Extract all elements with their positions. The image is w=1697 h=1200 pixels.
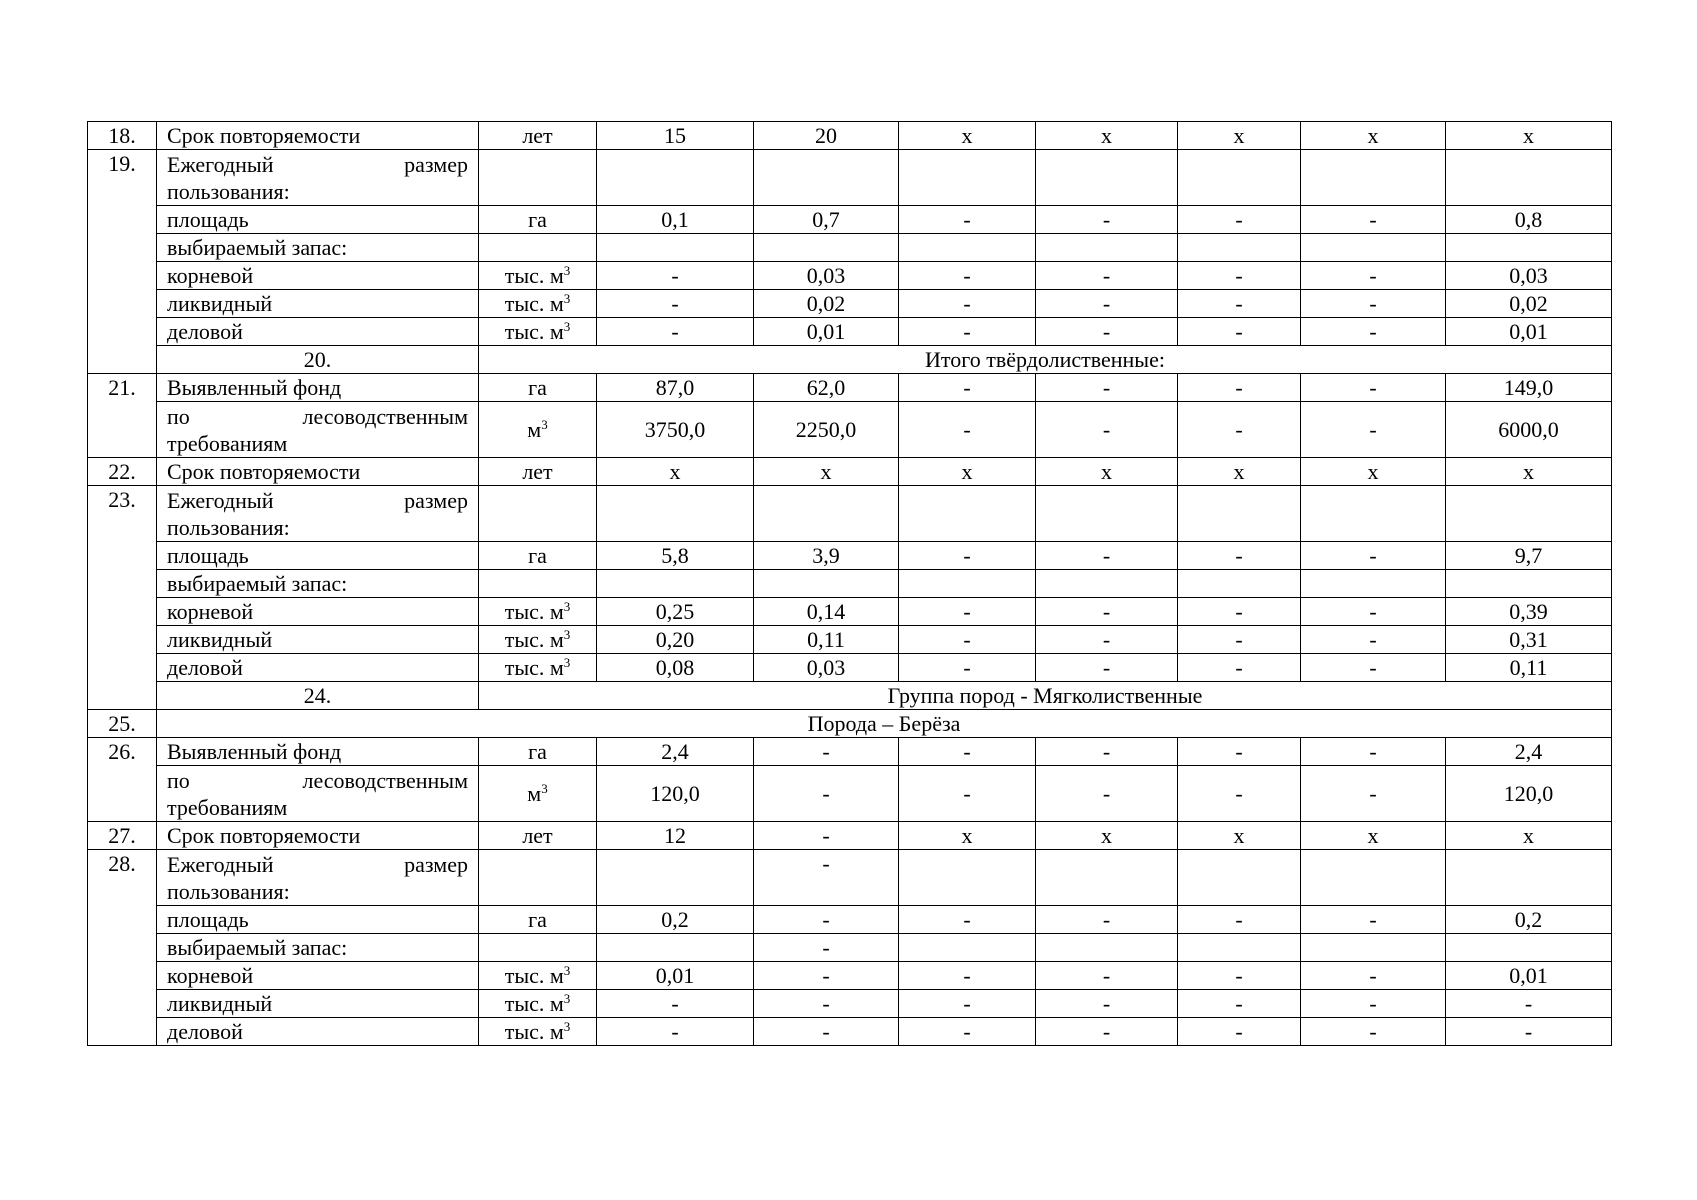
- value-cell: 0,02: [1446, 290, 1612, 318]
- unit-text: тыс. м: [504, 1019, 564, 1044]
- value-cell: 0,14: [754, 598, 899, 626]
- row-label: по лесоводственным требованиям: [157, 402, 479, 458]
- row-number: 19.: [88, 150, 157, 374]
- value-cell: -: [1178, 738, 1301, 766]
- table-row: [88, 570, 1612, 598]
- value-cell: 3,9: [754, 542, 899, 570]
- row-label: площадь: [157, 206, 479, 234]
- value-cell: [597, 934, 754, 962]
- value-cell: [1036, 934, 1178, 962]
- value-cell: -: [1178, 962, 1301, 990]
- unit-cell: [479, 1018, 597, 1046]
- value-cell: -: [1301, 206, 1446, 234]
- value-cell: [1036, 234, 1178, 262]
- value-cell: -: [899, 654, 1036, 682]
- unit-text: тыс. м: [504, 991, 564, 1016]
- value-cell: -: [597, 990, 754, 1018]
- value-cell: [899, 850, 1036, 906]
- unit-cell: [479, 290, 597, 318]
- value-cell: -: [754, 906, 899, 934]
- value-cell: [754, 234, 899, 262]
- value-cell: -: [754, 850, 899, 906]
- value-cell: [1301, 934, 1446, 962]
- row-label: деловой: [157, 654, 479, 682]
- unit-exponent: 3: [563, 291, 571, 306]
- value-cell: 0,8: [1446, 206, 1612, 234]
- table-row: [88, 346, 1612, 374]
- unit-cell: лет: [479, 822, 597, 850]
- value-cell: -: [1178, 654, 1301, 682]
- value-cell: [597, 150, 754, 206]
- value-cell: -: [1301, 1018, 1446, 1046]
- value-cell: х: [1446, 122, 1612, 150]
- value-cell: 0,11: [1446, 654, 1612, 682]
- value-cell: -: [1301, 290, 1446, 318]
- unit-cell: лет: [479, 458, 597, 486]
- value-cell: [899, 570, 1036, 598]
- unit-cell: [479, 570, 597, 598]
- table-row: [88, 850, 1612, 906]
- value-cell: 0,01: [754, 318, 899, 346]
- value-cell: х: [597, 458, 754, 486]
- value-cell: -: [1301, 962, 1446, 990]
- value-cell: -: [1178, 374, 1301, 402]
- unit-exponent: 3: [563, 263, 571, 278]
- row-label: корневой: [157, 598, 479, 626]
- row-label: корневой: [157, 262, 479, 290]
- unit-cell: [479, 934, 597, 962]
- unit-cell: [479, 990, 597, 1018]
- value-cell: 62,0: [754, 374, 899, 402]
- value-cell: 0,03: [1446, 262, 1612, 290]
- value-cell: 0,01: [1446, 962, 1612, 990]
- value-cell: -: [1036, 598, 1178, 626]
- value-cell: -: [899, 262, 1036, 290]
- unit-cell: лет: [479, 122, 597, 150]
- value-cell: -: [1036, 906, 1178, 934]
- value-cell: -: [1301, 906, 1446, 934]
- value-cell: х: [1178, 122, 1301, 150]
- value-cell: -: [1301, 654, 1446, 682]
- value-cell: 5,8: [597, 542, 754, 570]
- value-cell: 0,25: [597, 598, 754, 626]
- unit-exponent: 3: [541, 417, 548, 432]
- row-number: 27.: [88, 822, 157, 850]
- value-cell: [1301, 570, 1446, 598]
- value-cell: -: [1446, 990, 1612, 1018]
- row-label: выбираемый запас:: [157, 234, 479, 262]
- value-cell: -: [1178, 598, 1301, 626]
- row-label: Выявленный фонд: [157, 374, 479, 402]
- value-cell: х: [1446, 458, 1612, 486]
- value-cell: -: [899, 542, 1036, 570]
- row-label: площадь: [157, 542, 479, 570]
- value-cell: -: [1036, 542, 1178, 570]
- value-cell: -: [899, 990, 1036, 1018]
- value-cell: -: [899, 290, 1036, 318]
- value-cell: х: [754, 458, 899, 486]
- unit-text: м: [527, 417, 542, 442]
- value-cell: -: [1178, 206, 1301, 234]
- row-label: Ежегодный размер пользования:: [157, 150, 479, 206]
- value-cell: -: [899, 962, 1036, 990]
- table-row: [88, 598, 1612, 626]
- value-cell: -: [597, 290, 754, 318]
- unit-exponent: 3: [563, 319, 571, 334]
- value-cell: х: [1036, 458, 1178, 486]
- value-cell: -: [899, 598, 1036, 626]
- value-cell: -: [597, 1018, 754, 1046]
- table-row: [88, 486, 1612, 542]
- value-cell: -: [1036, 738, 1178, 766]
- value-cell: 87,0: [597, 374, 754, 402]
- value-cell: [1446, 570, 1612, 598]
- value-cell: -: [1036, 262, 1178, 290]
- value-cell: 0,7: [754, 206, 899, 234]
- row-number: 23.: [88, 486, 157, 710]
- row-label: выбираемый запас:: [157, 934, 479, 962]
- value-cell: -: [1036, 626, 1178, 654]
- value-cell: -: [1036, 374, 1178, 402]
- table-row: [88, 290, 1612, 318]
- value-cell: [597, 234, 754, 262]
- value-cell: -: [1036, 766, 1178, 822]
- table-row: [88, 934, 1612, 962]
- value-cell: 0,20: [597, 626, 754, 654]
- value-cell: -: [1178, 1018, 1301, 1046]
- unit-exponent: 3: [563, 655, 571, 670]
- value-cell: 0,39: [1446, 598, 1612, 626]
- value-cell: [1301, 850, 1446, 906]
- unit-cell: [479, 486, 597, 542]
- value-cell: -: [899, 766, 1036, 822]
- table-row: [88, 710, 1612, 738]
- unit-cell: [479, 598, 597, 626]
- value-cell: 0,11: [754, 626, 899, 654]
- value-cell: -: [1178, 906, 1301, 934]
- value-cell: х: [1178, 822, 1301, 850]
- value-cell: -: [1178, 402, 1301, 458]
- value-cell: х: [899, 458, 1036, 486]
- table-row: [88, 206, 1612, 234]
- value-cell: -: [597, 262, 754, 290]
- row-label: Выявленный фонд: [157, 738, 479, 766]
- value-cell: -: [1301, 318, 1446, 346]
- value-cell: 0,1: [597, 206, 754, 234]
- value-cell: -: [1178, 318, 1301, 346]
- value-cell: -: [1036, 962, 1178, 990]
- value-cell: [1446, 234, 1612, 262]
- value-cell: 0,08: [597, 654, 754, 682]
- row-number: 22.: [88, 458, 157, 486]
- value-cell: 0,2: [1446, 906, 1612, 934]
- value-cell: -: [1178, 990, 1301, 1018]
- unit-cell: [479, 234, 597, 262]
- forest-use-table: [87, 121, 1612, 1046]
- value-cell: -: [1301, 402, 1446, 458]
- value-cell: -: [1301, 990, 1446, 1018]
- value-cell: -: [754, 766, 899, 822]
- value-cell: -: [1178, 262, 1301, 290]
- unit-cell: [479, 850, 597, 906]
- table-row: [88, 1018, 1612, 1046]
- value-cell: [1446, 850, 1612, 906]
- value-cell: -: [1446, 1018, 1612, 1046]
- value-cell: -: [1301, 262, 1446, 290]
- unit-cell: га: [479, 906, 597, 934]
- value-cell: 0,03: [754, 262, 899, 290]
- row-label: Срок повторяемости: [157, 822, 479, 850]
- unit-text: тыс. м: [504, 291, 564, 316]
- value-cell: -: [1036, 990, 1178, 1018]
- value-cell: -: [754, 962, 899, 990]
- row-number: 28.: [88, 850, 157, 1046]
- value-cell: 20: [754, 122, 899, 150]
- table-row: [88, 990, 1612, 1018]
- unit-cell: га: [479, 374, 597, 402]
- value-cell: [1446, 486, 1612, 542]
- value-cell: [899, 934, 1036, 962]
- table-row: [88, 766, 1612, 822]
- value-cell: х: [1301, 822, 1446, 850]
- value-cell: 2,4: [1446, 738, 1612, 766]
- value-cell: х: [1301, 458, 1446, 486]
- unit-exponent: 3: [563, 963, 571, 978]
- table-row: [88, 402, 1612, 458]
- value-cell: -: [1036, 318, 1178, 346]
- row-label: деловой: [157, 1018, 479, 1046]
- table-row: [88, 234, 1612, 262]
- table-row: [88, 822, 1612, 850]
- table-row: [88, 542, 1612, 570]
- value-cell: 9,7: [1446, 542, 1612, 570]
- value-cell: [1301, 234, 1446, 262]
- unit-cell: [479, 962, 597, 990]
- value-cell: 0,01: [597, 962, 754, 990]
- value-cell: -: [1178, 290, 1301, 318]
- value-cell: х: [1036, 122, 1178, 150]
- value-cell: 0,01: [1446, 318, 1612, 346]
- unit-text: тыс. м: [504, 599, 564, 624]
- value-cell: -: [754, 990, 899, 1018]
- value-cell: 3750,0: [597, 402, 754, 458]
- row-label: ликвидный: [157, 990, 479, 1018]
- table-row: [88, 262, 1612, 290]
- value-cell: [1301, 486, 1446, 542]
- row-label: Ежегодный размер пользования:: [157, 486, 479, 542]
- unit-cell: [479, 654, 597, 682]
- value-cell: -: [899, 318, 1036, 346]
- value-cell: 0,31: [1446, 626, 1612, 654]
- value-cell: х: [1178, 458, 1301, 486]
- value-cell: 0,02: [754, 290, 899, 318]
- value-cell: [597, 850, 754, 906]
- table-row: [88, 122, 1612, 150]
- value-cell: х: [1446, 822, 1612, 850]
- unit-text: тыс. м: [504, 319, 564, 344]
- row-label: ликвидный: [157, 290, 479, 318]
- value-cell: -: [899, 402, 1036, 458]
- row-label: деловой: [157, 318, 479, 346]
- value-cell: [1178, 934, 1301, 962]
- value-cell: [899, 486, 1036, 542]
- value-cell: -: [1301, 542, 1446, 570]
- value-cell: [899, 234, 1036, 262]
- value-cell: 6000,0: [1446, 402, 1612, 458]
- row-label: площадь: [157, 906, 479, 934]
- value-cell: [1178, 570, 1301, 598]
- unit-cell: [479, 262, 597, 290]
- value-cell: [1301, 150, 1446, 206]
- table-row: [88, 962, 1612, 990]
- value-cell: [754, 570, 899, 598]
- table-row: [88, 458, 1612, 486]
- table-row: [88, 654, 1612, 682]
- value-cell: [1036, 850, 1178, 906]
- row-number: 26.: [88, 738, 157, 822]
- section-title: Группа пород - Мягколиственные: [479, 682, 1612, 710]
- unit-exponent: 3: [563, 599, 571, 614]
- unit-text: м: [527, 781, 542, 806]
- value-cell: -: [1036, 290, 1178, 318]
- value-cell: х: [899, 122, 1036, 150]
- table-row: [88, 318, 1612, 346]
- value-cell: -: [1301, 766, 1446, 822]
- value-cell: -: [899, 206, 1036, 234]
- value-cell: 120,0: [1446, 766, 1612, 822]
- unit-exponent: 3: [563, 1019, 571, 1034]
- value-cell: [754, 486, 899, 542]
- value-cell: 2,4: [597, 738, 754, 766]
- value-cell: -: [1301, 626, 1446, 654]
- value-cell: [1036, 570, 1178, 598]
- row-label: по лесоводственным требованиям: [157, 766, 479, 822]
- section-title: Итого твёрдолиственные:: [479, 346, 1612, 374]
- row-number: 20.: [157, 346, 479, 374]
- value-cell: -: [597, 318, 754, 346]
- value-cell: [1178, 486, 1301, 542]
- unit-cell: га: [479, 738, 597, 766]
- value-cell: -: [899, 1018, 1036, 1046]
- value-cell: х: [1301, 122, 1446, 150]
- value-cell: 149,0: [1446, 374, 1612, 402]
- value-cell: -: [754, 1018, 899, 1046]
- value-cell: [597, 486, 754, 542]
- value-cell: -: [899, 626, 1036, 654]
- unit-exponent: 3: [541, 781, 548, 796]
- row-number: 21.: [88, 374, 157, 458]
- value-cell: -: [1036, 1018, 1178, 1046]
- row-label: Срок повторяемости: [157, 122, 479, 150]
- value-cell: -: [754, 738, 899, 766]
- value-cell: [899, 150, 1036, 206]
- unit-cell: [479, 766, 597, 822]
- unit-text: тыс. м: [504, 963, 564, 988]
- value-cell: 0,2: [597, 906, 754, 934]
- value-cell: -: [899, 738, 1036, 766]
- row-label: выбираемый запас:: [157, 570, 479, 598]
- value-cell: 0,03: [754, 654, 899, 682]
- value-cell: 12: [597, 822, 754, 850]
- section-title: Порода – Берёза: [157, 710, 1612, 738]
- value-cell: -: [1301, 374, 1446, 402]
- value-cell: -: [754, 934, 899, 962]
- value-cell: [1178, 850, 1301, 906]
- value-cell: 15: [597, 122, 754, 150]
- value-cell: [754, 150, 899, 206]
- row-label: Срок повторяемости: [157, 458, 479, 486]
- unit-text: тыс. м: [504, 627, 564, 652]
- value-cell: -: [899, 374, 1036, 402]
- value-cell: -: [1301, 738, 1446, 766]
- unit-cell: га: [479, 542, 597, 570]
- value-cell: -: [754, 822, 899, 850]
- unit-cell: [479, 402, 597, 458]
- value-cell: х: [1036, 822, 1178, 850]
- row-label: ликвидный: [157, 626, 479, 654]
- unit-cell: [479, 626, 597, 654]
- value-cell: -: [1178, 626, 1301, 654]
- value-cell: -: [1036, 206, 1178, 234]
- value-cell: [1446, 934, 1612, 962]
- row-label: корневой: [157, 962, 479, 990]
- unit-cell: [479, 318, 597, 346]
- value-cell: -: [1036, 402, 1178, 458]
- table-row: [88, 626, 1612, 654]
- value-cell: [597, 570, 754, 598]
- unit-cell: га: [479, 206, 597, 234]
- unit-text: тыс. м: [504, 655, 564, 680]
- value-cell: х: [899, 822, 1036, 850]
- unit-text: тыс. м: [504, 263, 564, 288]
- unit-exponent: 3: [563, 991, 571, 1006]
- value-cell: [1036, 150, 1178, 206]
- value-cell: -: [1178, 766, 1301, 822]
- unit-cell: [479, 150, 597, 206]
- value-cell: -: [1036, 654, 1178, 682]
- table-row: [88, 374, 1612, 402]
- row-label: Ежегодный размер пользования:: [157, 850, 479, 906]
- table-row: [88, 738, 1612, 766]
- unit-exponent: 3: [563, 627, 571, 642]
- value-cell: [1178, 150, 1301, 206]
- value-cell: [1036, 486, 1178, 542]
- value-cell: [1178, 234, 1301, 262]
- value-cell: 120,0: [597, 766, 754, 822]
- value-cell: -: [1178, 542, 1301, 570]
- row-number: 25.: [88, 710, 157, 738]
- row-number: 18.: [88, 122, 157, 150]
- table-row: [88, 682, 1612, 710]
- table-row: [88, 906, 1612, 934]
- table-row: [88, 150, 1612, 206]
- value-cell: 2250,0: [754, 402, 899, 458]
- row-number: 24.: [157, 682, 479, 710]
- value-cell: [1446, 150, 1612, 206]
- value-cell: -: [1301, 598, 1446, 626]
- value-cell: -: [899, 906, 1036, 934]
